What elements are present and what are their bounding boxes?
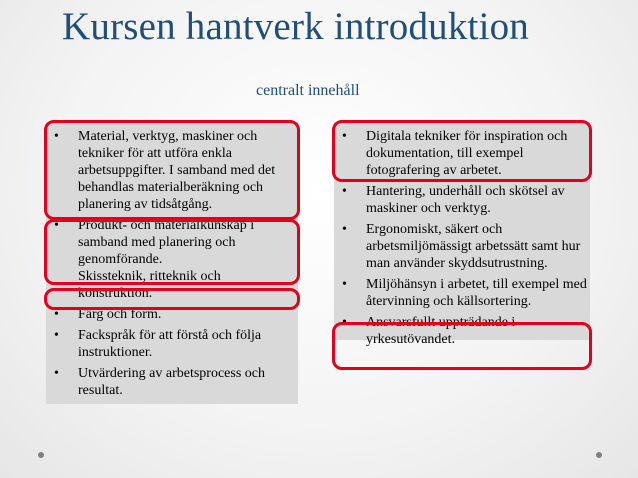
list-item-text: Hantering, underhåll och skötsel av maskiner och verktyg. bbox=[366, 184, 565, 216]
list-item-text: Fackspråk för att förstå och följa instruktioner. bbox=[78, 328, 262, 360]
list-item-text: Digitala tekniker för inspiration och dokumentation, till exempel fotografering av arbetet. bbox=[366, 129, 568, 178]
highlight-box-digitala bbox=[332, 120, 592, 182]
highlight-box-konstruktion bbox=[44, 288, 300, 310]
slide-subtitle: centralt innehåll bbox=[256, 82, 360, 99]
list-item-text: Ergonomiskt, säkert och arbetsmiljömässigt arbetssätt samt hur man använder skyddsutrustning. bbox=[366, 222, 581, 271]
list-item-text: Ansvarsfullt uppträdande i yrkesutövandet. bbox=[366, 315, 516, 347]
decorative-dot-right bbox=[596, 452, 602, 458]
list-item bbox=[340, 183, 590, 217]
list-item-text: Färg och form. bbox=[78, 307, 162, 322]
list-item bbox=[340, 276, 590, 310]
list-item-extra-text: Skissteknik, ritteknik och konstruktion. bbox=[78, 269, 221, 301]
decorative-dot-left bbox=[38, 452, 44, 458]
bullet-icon: • bbox=[54, 307, 59, 322]
bullet-icon: • bbox=[342, 184, 347, 199]
bullet-icon: • bbox=[54, 129, 59, 144]
list-item bbox=[52, 365, 296, 399]
bullet-icon: • bbox=[54, 218, 59, 233]
list-item-text: Produkt- och materialkunskap i samband med planering och genomförande. bbox=[78, 218, 255, 267]
bullet-icon: • bbox=[342, 222, 347, 237]
highlight-box-ansvarsfullt bbox=[332, 322, 592, 370]
bullet-icon: • bbox=[54, 328, 59, 343]
highlight-box-produkt bbox=[44, 219, 300, 285]
bullet-icon: • bbox=[342, 129, 347, 144]
bullet-icon: • bbox=[342, 315, 347, 330]
slide-title: Kursen hantverk introduktion bbox=[62, 5, 530, 48]
list-item bbox=[52, 327, 296, 361]
list-item-text: Material, verktyg, maskiner och tekniker för att utföra enkla arbetsuppgifter. I samband med det behandlas materialberäkning och planering av tidsåtgång. bbox=[78, 129, 276, 212]
bullet-icon: • bbox=[342, 277, 347, 292]
list-item bbox=[340, 221, 590, 272]
bullet-icon: • bbox=[54, 366, 59, 381]
list-item-text: Miljöhänsyn i arbetet, till exempel med återvinning och källsortering. bbox=[366, 277, 587, 309]
highlight-box-material bbox=[44, 120, 300, 220]
list-item-text: Utvärdering av arbetsprocess och resultat. bbox=[78, 366, 265, 398]
